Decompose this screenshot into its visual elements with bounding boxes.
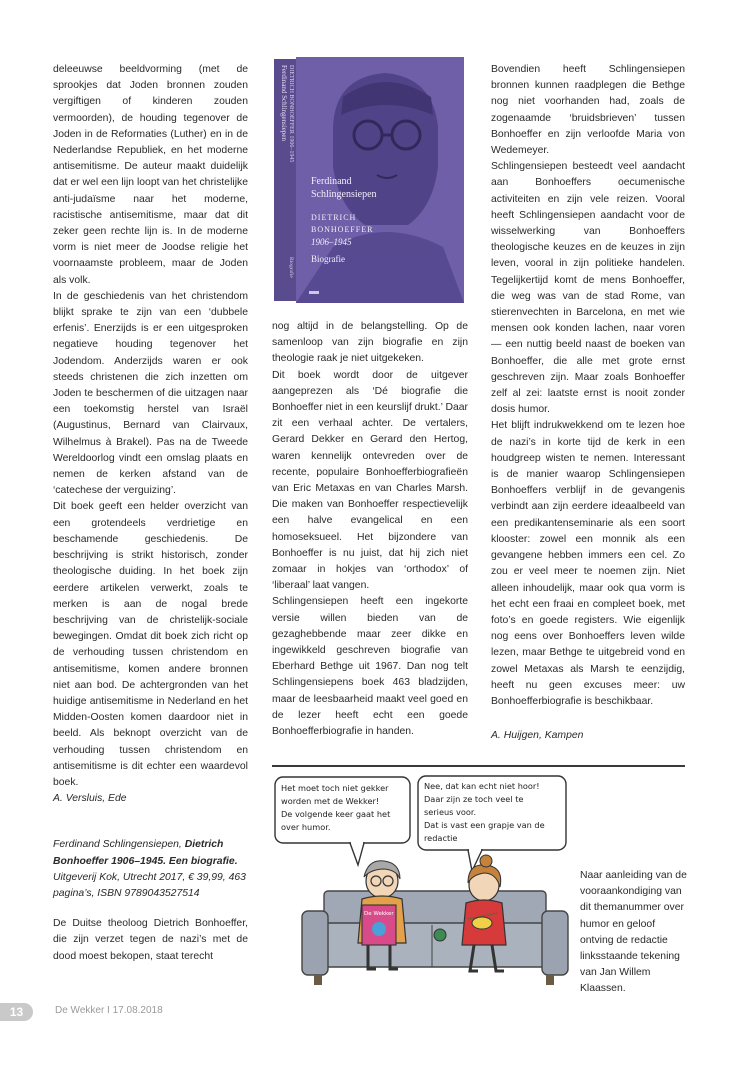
article-column-2 <box>272 319 468 740</box>
paragraph: Bovendien heeft Schlingensiepen bronnen kunnen raadplegen die Bethge nog niet voorhanden had, zoals de zogenaamde ‘bruidsbrieven’ tussen Bonhoeffer en zijn verloofde Maria von Wedemeyer. <box>491 64 685 157</box>
paragraph: deleeuwse beeldvorming (met de sprookjes dat Joden bronnen zouden vergiftigen of kinderen zouden vermoorden), de houding tegenover de Joden in de Reformaties (Luther) en in de Nederlandse Republiek, en het moderne antisemitisme. De auteur maakt duidelijk dat er wel een lijn loopt van het christelijke anti-judaïsme naar het moderne, racistische antisemitisme, maar dat dit zeker geen rechte lijn is. In de moderne vorm is niet meer de Joodse religie het voornaamste probleem, maar de Joden als volk. <box>53 64 248 286</box>
right-bubble-line: Daar zijn ze toch veel te <box>424 794 524 804</box>
footer-publication: De Wekker I 17.08.2018 <box>55 1005 163 1016</box>
paragraph: Het blijft indrukwekkend om te lezen hoe de nazi’s in korte tijd de kerk in een houdgreep wisten te nemen. Interessant is de manier waarop Schlingensiepen Bonhoeffers verblijf in de gevangenis verbindt aan zijn eerdere ideaalbeeld van een predikantenseminarie als een soort klooster: zowel een monnik als een gevangene hebben immers een cel. Zo zou er veel meer te noemen zijn. Niet alleen inhoudelijk, maar ook qua vorm is het echt een fraai en compleet boek, met foto’s en goede registers. Wie eigenlijk nog eens over Bonhoeffers leven wilde lezen, maar Bethge te uitgebreid vond en zowel Metaxas als Marsh te eenzijdig, heeft nu geen excuses meer: uw Bonhoefferbiografie is beschikbaar. <box>491 420 685 707</box>
left-bubble-line: worden met de Wekker! <box>281 796 380 806</box>
page-number: 13 <box>0 1003 33 1021</box>
reference-author: Ferdinand Schlingensiepen, <box>53 839 185 851</box>
book-subtitle: Biografie <box>311 254 345 264</box>
paragraph: nog altijd in de belangstelling. Op de samenloop van zijn biografie en zijn theologie raak je niet uitgekeken. <box>272 321 468 365</box>
spine-author: Ferdinand Schlingensiepen <box>280 65 288 142</box>
right-bubble-line: redactie <box>424 833 458 843</box>
left-bubble-line: De volgende keer gaat het <box>281 809 391 819</box>
paragraph: De Duitse theoloog Dietrich Bonhoeffer, die zijn verzet tegen de nazi’s met de dood moest bekopen, staat terecht <box>53 918 248 962</box>
cartoon-illustration <box>272 773 572 995</box>
article-column-3 <box>491 62 685 744</box>
paragraph: Dit boek wordt door de uitgever aangeprezen als ‘Dé biografie die Bonhoeffer niet in een keurslijf drukt.’ Daar zit een verhaal achter. De vertalers, Gerard Dekker en Gerard den Hertog, waren kennelijk ontevreden over de recente, populaire Bonhoefferbiografieën van Eric Metaxas en van Charles Marsh. Die maken van Bonhoeffer respectievelijk een halve evangelical en een homoseksueel. Het bijzondere van Bonhoeffer is nu juist, dat hij zich niet zomaar in hokjes van ‘orthodox’ of ‘liberaal’ laat vangen. <box>272 369 468 592</box>
yarn-ball <box>434 929 446 941</box>
paragraph: Dit boek geeft een helder overzicht van een grotendeels verdrietige en beschamende geschiedenis. De beschrijving is strikt historisch, zonder theologische duiding. In het boek zijn eerdere artikelen verwerkt, zoals te merken is aan de nogal brede beschrijving van de christelijk-sociale bewegingen. Omdat dit boek zich richt op de verhouding tussen christendom en antisemitisme, komen andere bronnen niet aan bod. De achtergronden van het huidige antisemitisme in Nederland en het Midden-Oosten komen daardoor niet in beeld. Als beknopt overzicht van de verhouding tussen christendom en antisemitisme is dit echter een waardevol boek. <box>53 501 248 788</box>
paragraph: Schlingensiepen besteedt veel aandacht aan Bonhoeffers oecumenische activiteiten en zijn vele reizen. Vooral heeft Schlingensiepen aandacht voor de wisselwerking van Bonhoeffers theologische keuzes en de keuzes in zijn leven, vooral in zijn politieke handelen. Tegelijkertijd komt de mens Bonhoeffer, die weg was van de stad Rome, van stierenvechten in Barcelona, en met wie mensen ook konden lachen, naar voren — een nuttig beeld naast de boeken van Bonhoeffer, die alle met grote ernst geschreven zijn. Maar zoals Bonhoeffer zelf al zei: laatste ernst is nooit zonder dosis humor. <box>491 161 685 416</box>
book-author-line1: Ferdinand <box>311 176 352 187</box>
spine-subtitle: Biografie <box>288 257 294 278</box>
book-reference <box>53 837 248 902</box>
review-signature: A. Versluis, Ede <box>53 793 127 805</box>
book-author-line2: Schlingensiepen <box>311 189 377 200</box>
paragraph: In de geschiedenis van het christendom blijkt sprake te zijn van een ‘dubbele erfenis’. Enerzijds is er een uitgesproken negatieve houding tegenover het Jodendom. Anderzijds waren er ook steeds christenen die zich inzetten om Joden te beschermen of die uitzagen naar een toekomstig herstel van Israël (Augustinus, Bernard van Clairvaux, Wilhelmus à Brakel). Pas na de Tweede Wereldoorlog vindt een omslag plaats en nemen de kerken afstand van de ‘catechese der verguizing’. <box>53 290 248 497</box>
left-bubble-line: over humor. <box>281 822 331 832</box>
book-cover-image <box>273 57 466 303</box>
article-column-1 <box>53 62 248 965</box>
book-title-line1: DIETRICH <box>311 213 357 222</box>
book-title-line2: BONHOEFFER <box>311 225 374 234</box>
paragraph: Schlingensiepen heeft een ingekorte versie willen bieden van de gezaghebbende maar zeer dikke en ingewikkeld geschreven biografie van Eberhard Bethge uit 1967. Dan nog telt Schlingensiepens boek 463 bladzijden, maar de leesbaarheid maakt veel goed en de lezer heeft echt een goede Bonhoefferbiografie in handen. <box>272 596 468 738</box>
reference-details: Uitgeverij Kok, Utrecht 2017, € 39,99, 463 pagina’s, ISBN 9789043527514 <box>53 871 246 899</box>
magazine-title: De Wekker <box>364 911 394 917</box>
reference-title: Dietrich Bonhoeffer 1906–1945. Een biografie. <box>53 839 238 867</box>
right-bubble-line: serieus voor. <box>424 807 477 817</box>
spine-title: DIETRICH BONHOEFFER 1906–1945 <box>288 65 294 163</box>
cartoon-caption: Naar aanleiding van de vooraankondiging van dit themanummer over humor en geloof ontving de redactie linksstaande tekening van Jan Willem Klaassen. <box>580 870 687 995</box>
left-speech-bubble <box>275 777 410 865</box>
right-bubble-line: Nee, dat kan echt niet hoor! <box>424 781 540 791</box>
book-years: 1906–1945 <box>311 237 352 247</box>
right-bubble-line: Dat is vast een grapje van de <box>424 820 545 830</box>
review-signature: A. Huijgen, Kampen <box>491 730 584 742</box>
left-bubble-line: Het moet toch niet gekker <box>281 783 389 793</box>
right-speech-bubble <box>418 776 566 871</box>
section-divider <box>272 765 685 767</box>
